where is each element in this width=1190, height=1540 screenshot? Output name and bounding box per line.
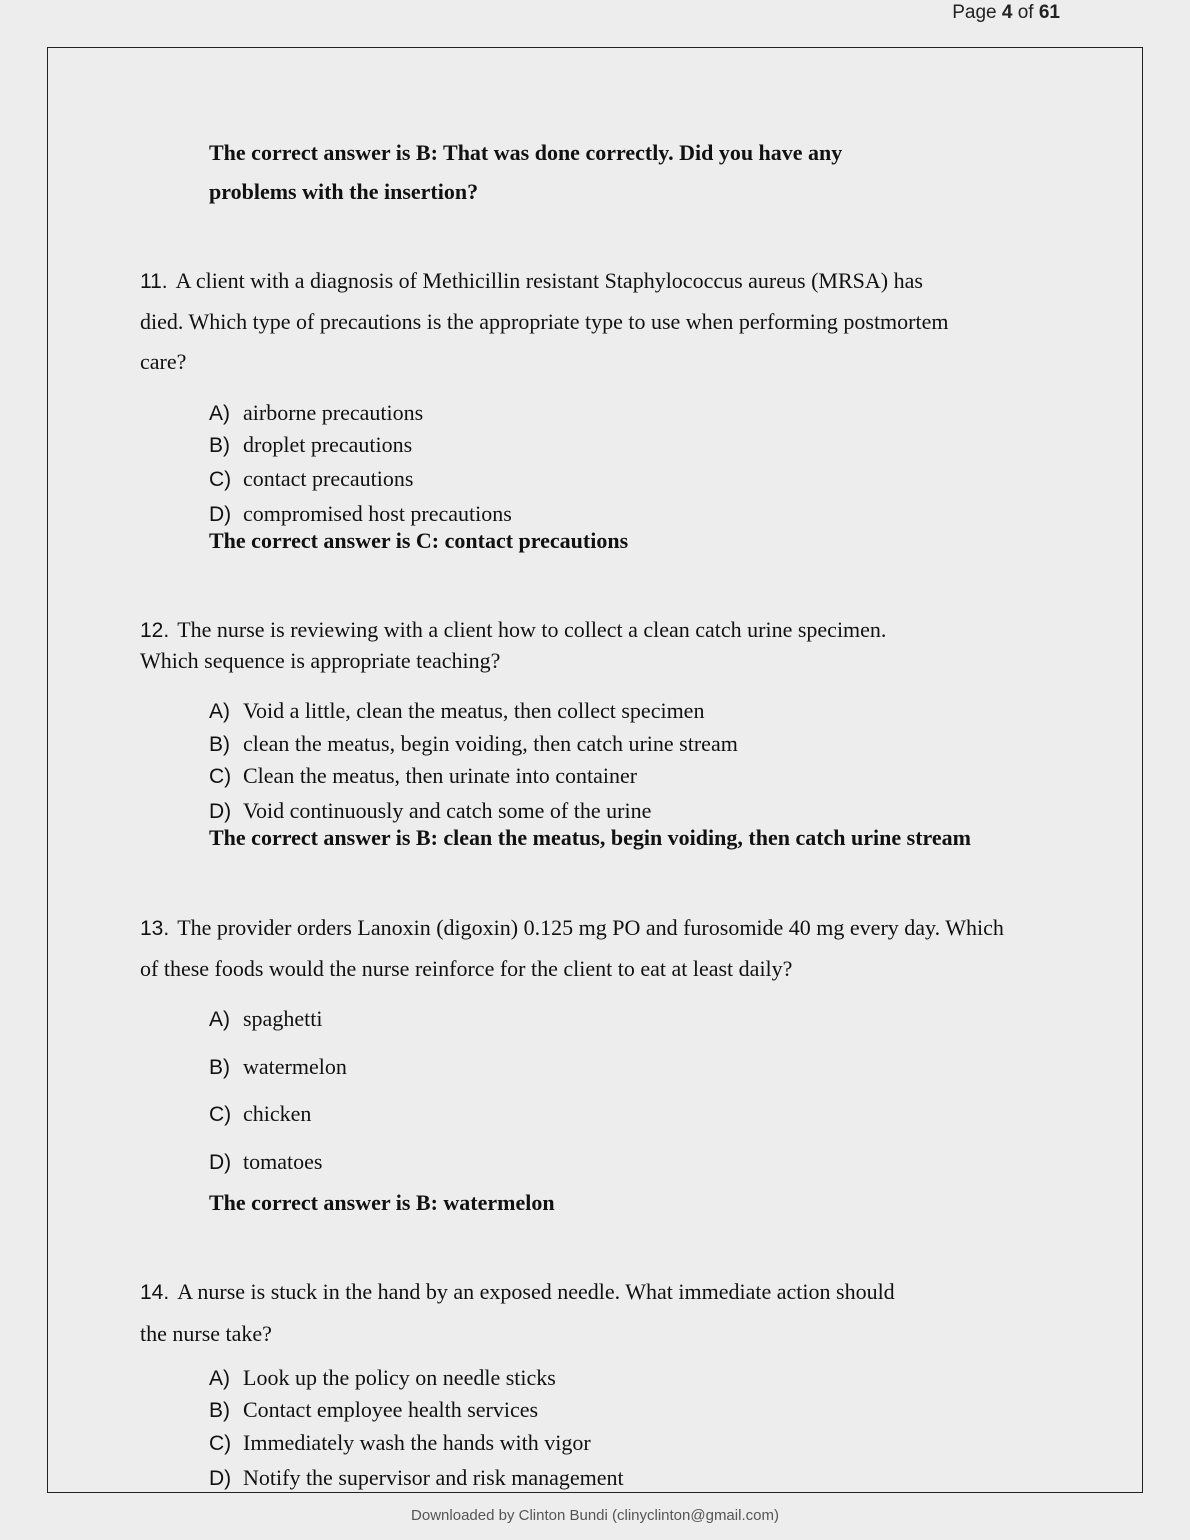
download-footer: Downloaded by Clinton Bundi (clinyclinton@gmail.com)	[411, 1507, 779, 1524]
question-12-line2: Which sequence is appropriate teaching?	[140, 648, 501, 673]
question-11-line1	[140, 268, 923, 294]
q12-answer: The correct answer is B: clean the meatus, begin voiding, then catch urine stream	[209, 825, 971, 850]
q14-option-d	[209, 1465, 624, 1491]
question-11-line2: died. Which type of precautions is the appropriate type to use when performing postmortem	[140, 309, 949, 334]
question-14-line1	[140, 1279, 895, 1305]
question-number: 13.	[140, 917, 170, 940]
q13-option-c	[209, 1101, 311, 1127]
question-13-line1	[140, 915, 1004, 941]
option-letter: B)	[209, 1056, 230, 1079]
q12-option-b	[209, 731, 738, 757]
q11-answer: The correct answer is C: contact precautions	[209, 528, 629, 553]
question-number: 11.	[140, 270, 168, 293]
option-letter: D)	[209, 503, 232, 526]
option-text: Void continuously and catch some of the urine	[243, 798, 652, 823]
question-number: 12.	[140, 619, 170, 642]
option-letter: A)	[209, 402, 230, 425]
option-letter: C)	[209, 468, 232, 491]
option-text: Look up the policy on needle sticks	[243, 1365, 556, 1390]
page-number	[952, 2, 1060, 24]
option-text: Void a little, clean the meatus, then collect specimen	[243, 698, 705, 723]
option-letter: D)	[209, 800, 232, 823]
q11-option-d	[209, 501, 512, 527]
question-13-line2: of these foods would the nurse reinforce for the client to eat at least daily?	[140, 956, 793, 981]
q11-option-a	[209, 400, 423, 426]
page-total: 61	[1038, 2, 1060, 23]
q12-option-c	[209, 763, 637, 789]
q14-option-b	[209, 1397, 538, 1423]
option-text: droplet precautions	[243, 432, 413, 457]
option-text: spaghetti	[243, 1006, 323, 1031]
q11-option-c	[209, 466, 413, 492]
question-14-line2: the nurse take?	[140, 1321, 272, 1346]
question-number: 14.	[140, 1281, 170, 1304]
option-text: chicken	[243, 1101, 312, 1126]
option-text: compromised host precautions	[243, 501, 512, 526]
option-letter: D)	[209, 1151, 232, 1174]
option-letter: B)	[209, 1399, 230, 1422]
q14-option-a	[209, 1365, 556, 1391]
q13-option-a	[209, 1006, 322, 1032]
prev-answer-line1: The correct answer is B: That was done correctly. Did you have any	[209, 140, 843, 165]
option-text: Immediately wash the hands with vigor	[243, 1430, 591, 1455]
question-text: A client with a diagnosis of Methicillin resistant Staphylococcus aureus (MRSA) has	[175, 268, 923, 293]
q12-option-a	[209, 698, 704, 724]
q14-option-c	[209, 1430, 591, 1456]
prev-answer-line2: problems with the insertion?	[209, 179, 479, 204]
question-text: A nurse is stuck in the hand by an exposed needle. What immediate action should	[177, 1279, 895, 1304]
option-text: contact precautions	[243, 466, 414, 491]
option-text: Notify the supervisor and risk management	[243, 1465, 624, 1490]
option-text: clean the meatus, begin voiding, then catch urine stream	[243, 731, 738, 756]
option-text: tomatoes	[243, 1149, 323, 1174]
option-letter: A)	[209, 700, 230, 723]
question-text: The provider orders Lanoxin (digoxin) 0.125 mg PO and furosomide 40 mg every day. Which	[177, 915, 1004, 940]
option-text: airborne precautions	[243, 400, 424, 425]
q13-answer: The correct answer is B: watermelon	[209, 1190, 555, 1215]
option-text: Clean the meatus, then urinate into container	[243, 763, 638, 788]
q13-option-d	[209, 1149, 322, 1175]
q13-option-b	[209, 1054, 347, 1080]
page-label: Page	[952, 2, 997, 23]
page-of: of	[1017, 2, 1034, 23]
question-text: The nurse is reviewing with a client how to collect a clean catch urine specimen.	[177, 617, 887, 642]
option-letter: B)	[209, 434, 230, 457]
q12-option-d	[209, 798, 651, 824]
option-letter: D)	[209, 1467, 232, 1490]
option-letter: C)	[209, 1103, 232, 1126]
question-11-line3: care?	[140, 349, 187, 374]
option-letter: A)	[209, 1008, 230, 1031]
q11-option-b	[209, 432, 412, 458]
option-text: watermelon	[243, 1054, 347, 1079]
option-letter: B)	[209, 733, 230, 756]
option-letter: A)	[209, 1367, 230, 1390]
option-text: Contact employee health services	[243, 1397, 539, 1422]
page-current: 4	[1001, 2, 1013, 23]
question-12-line1	[140, 617, 886, 643]
option-letter: C)	[209, 765, 232, 788]
option-letter: C)	[209, 1432, 232, 1455]
